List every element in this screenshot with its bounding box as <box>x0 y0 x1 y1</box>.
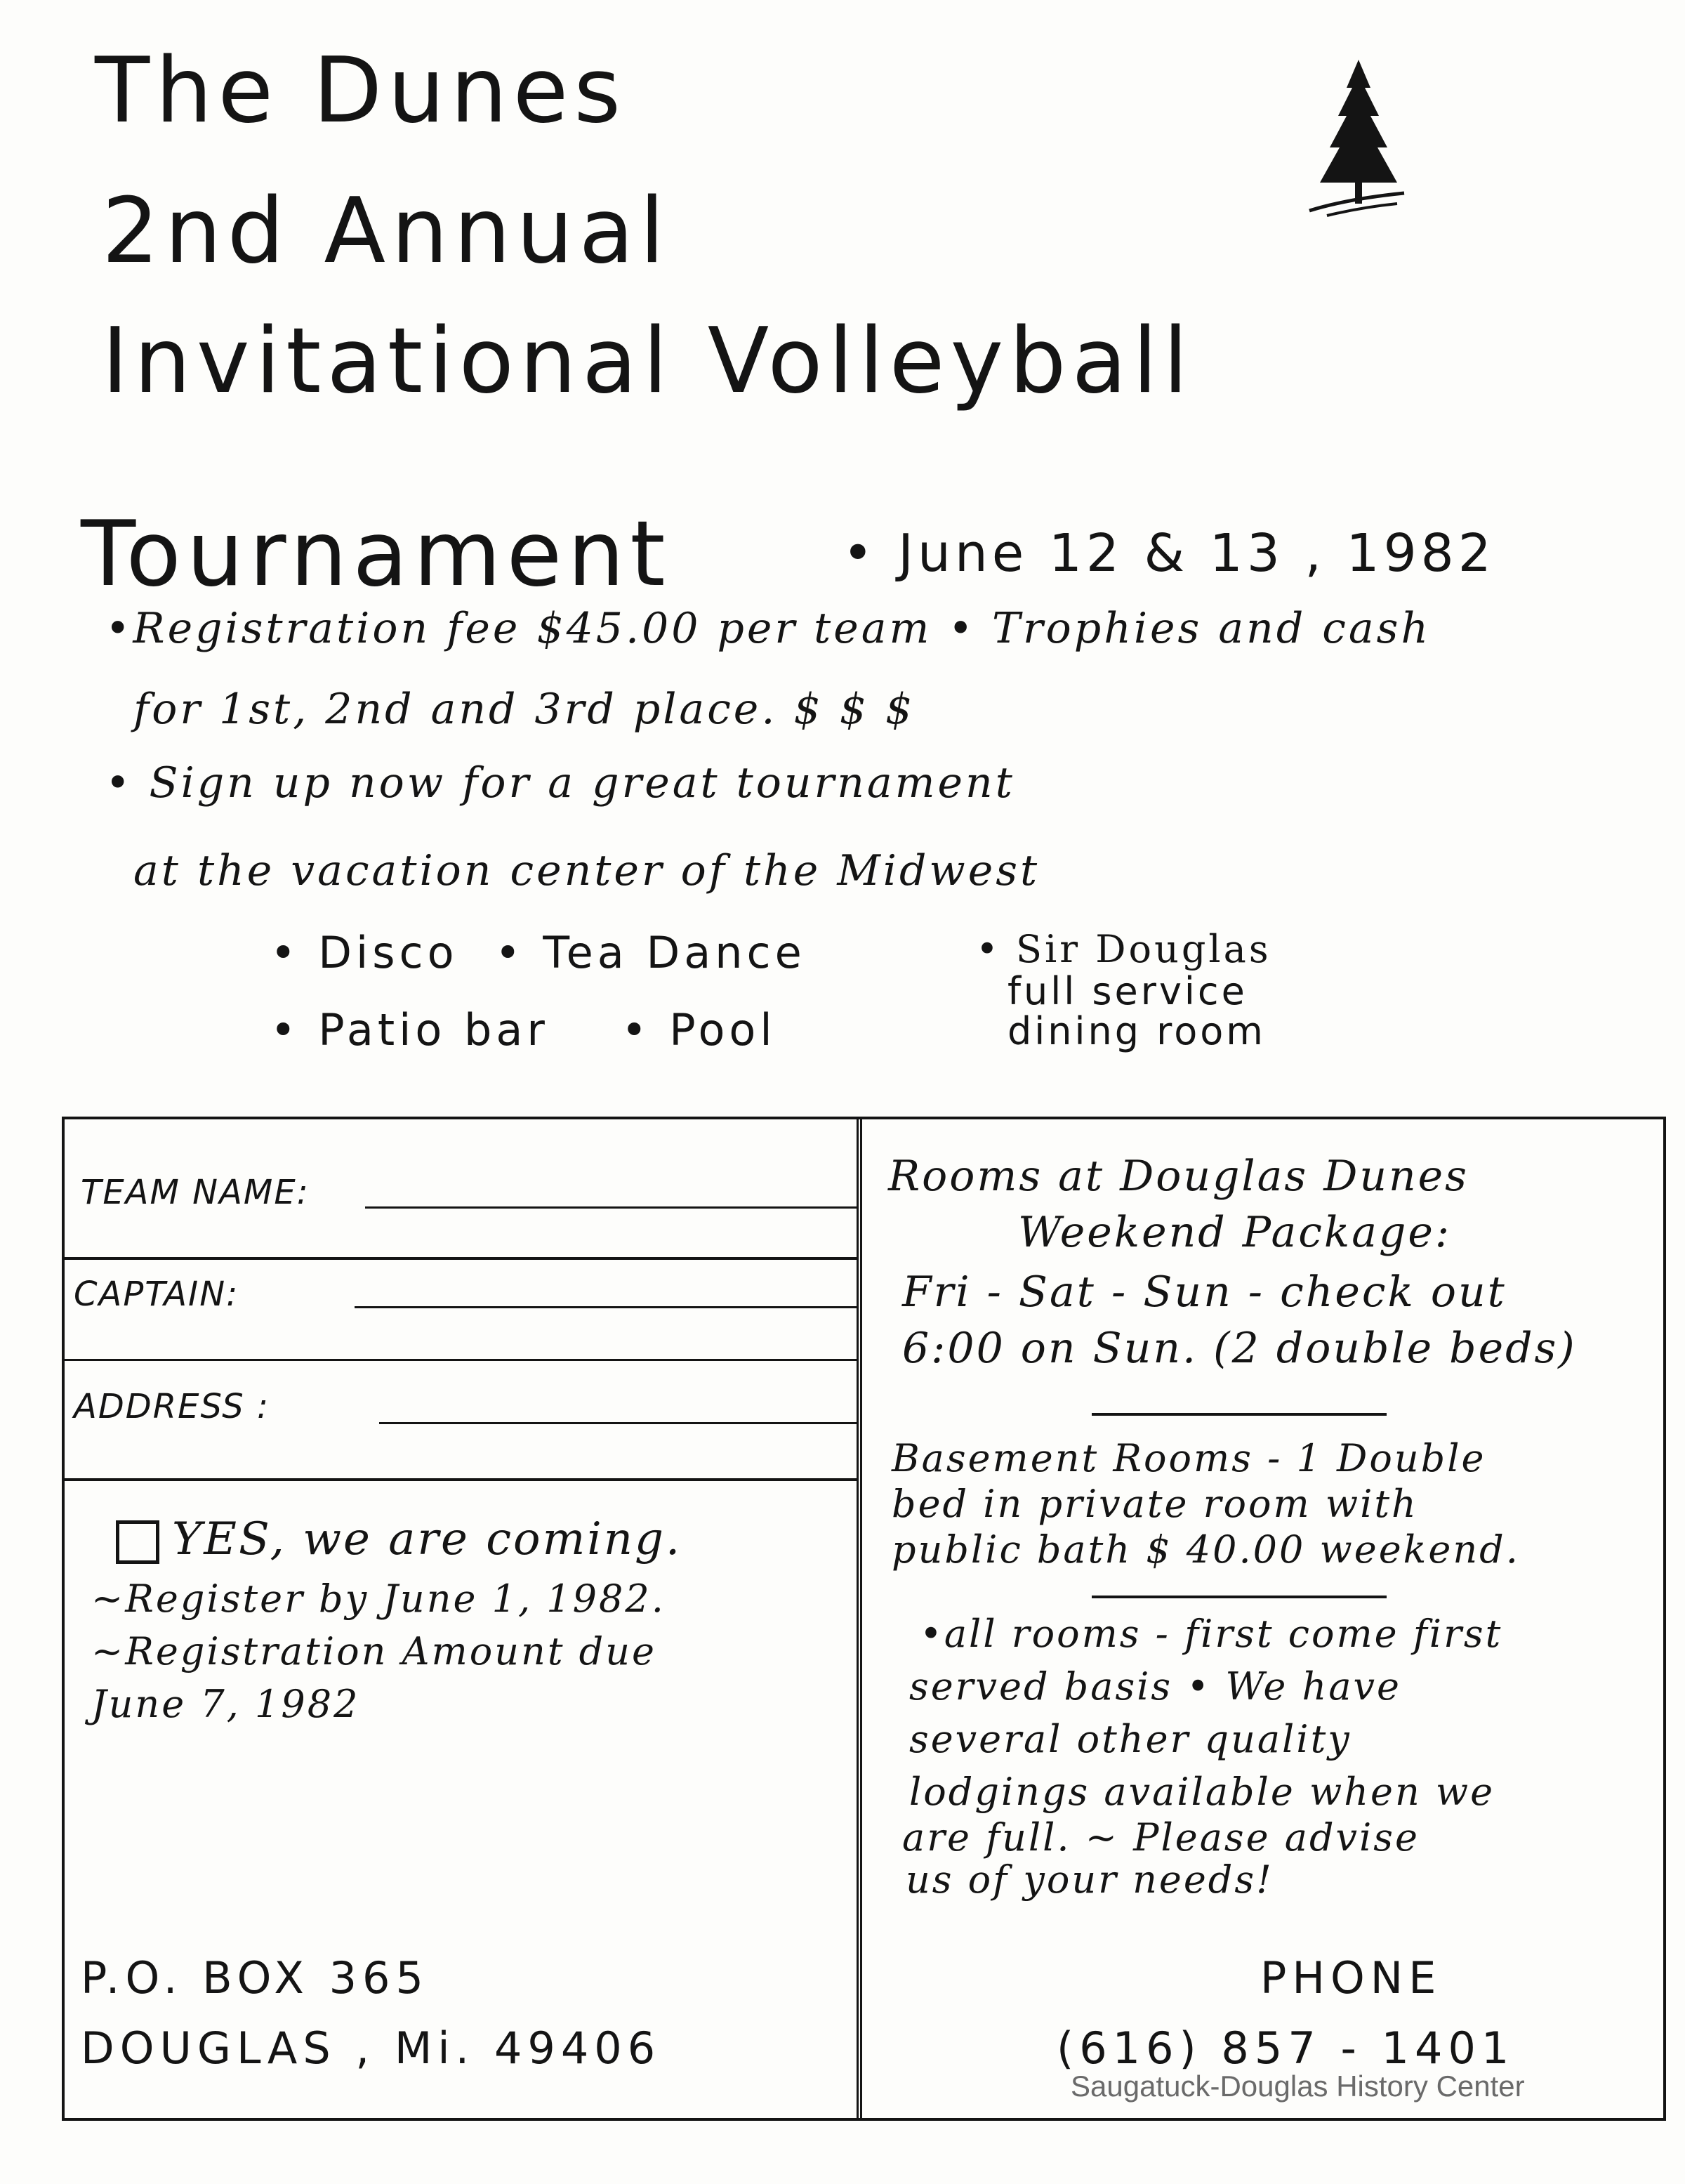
form-row-divider <box>62 1257 857 1260</box>
address-field[interactable] <box>379 1422 857 1424</box>
basement-line-3: public bath $ 40.00 weekend. <box>892 1527 1520 1572</box>
pine-tree-icon <box>1306 60 1411 221</box>
amenity-full-service: full service <box>1007 969 1248 1013</box>
address-label: ADDRESS : <box>74 1387 270 1426</box>
title-line-3: Invitational Volleyball <box>102 309 1194 414</box>
captain-field[interactable] <box>355 1306 857 1308</box>
rooms-separator <box>1092 1596 1387 1598</box>
city-address: DOUGLAS , Mi. 49406 <box>81 2022 661 2074</box>
rooms-note-3: several other quality <box>909 1717 1352 1761</box>
captain-label: CAPTAIN: <box>74 1275 239 1314</box>
amenity-sir-douglas: • Sir Douglas <box>976 927 1271 971</box>
event-date: • June 12 & 13 , 1982 <box>842 523 1495 584</box>
signup-line-1: • Sign up now for a great tournament <box>105 758 1015 808</box>
signup-line-2: at the vacation center of the Midwest <box>133 846 1040 895</box>
amenity-tea-dance: • Tea Dance <box>495 927 806 978</box>
rooms-note-5: are full. ~ Please advise <box>902 1815 1420 1860</box>
rooms-note-1: •all rooms - first come first <box>920 1612 1503 1656</box>
basement-line-2: bed in private room with <box>892 1482 1418 1526</box>
po-box: P.O. BOX 365 <box>81 1952 429 2004</box>
title-line-1: The Dunes <box>95 39 626 143</box>
captain-field-line-2[interactable] <box>62 1359 857 1361</box>
rooms-separator <box>1092 1413 1387 1416</box>
register-by-text: ~Register by June 1, 1982. <box>91 1577 666 1621</box>
form-divider <box>857 1117 862 2121</box>
fee-line-2: for 1st, 2nd and 3rd place. $ $ $ <box>133 685 916 734</box>
phone-number: (616) 857 - 1401 <box>1057 2022 1515 2074</box>
rooms-note-2: served basis • We have <box>909 1664 1401 1709</box>
amenity-pool: • Pool <box>621 1004 777 1055</box>
phone-label: PHONE <box>1260 1952 1442 2004</box>
fee-line-1: •Registration fee $45.00 per team • Trophies and cash <box>105 604 1432 653</box>
rooms-note-4: lodgings available when we <box>909 1770 1495 1814</box>
amount-due-date: June 7, 1982 <box>91 1682 360 1726</box>
amenity-patio-bar: • Patio bar <box>270 1004 549 1055</box>
form-row-divider <box>62 1478 857 1481</box>
package-details-2: 6:00 on Sun. (2 double beds) <box>902 1324 1577 1373</box>
rooms-heading: Rooms at Douglas Dunes <box>888 1152 1469 1201</box>
weekend-package-heading: Weekend Package: <box>1018 1208 1452 1257</box>
team-name-field[interactable] <box>365 1206 857 1209</box>
yes-checkbox[interactable] <box>116 1520 159 1564</box>
title-line-2: 2nd Annual <box>102 179 670 284</box>
basement-line-1: Basement Rooms - 1 Double <box>892 1436 1486 1480</box>
amenity-disco: • Disco <box>270 927 458 978</box>
yes-label: YES, we are coming. <box>172 1513 682 1565</box>
amount-due-text: ~Registration Amount due <box>91 1629 656 1673</box>
rooms-note-6: us of your needs! <box>906 1857 1274 1902</box>
package-details-1: Fri - Sat - Sun - check out <box>902 1268 1507 1317</box>
title-line-4: Tournament <box>81 502 671 607</box>
watermark: Saugatuck-Douglas History Center <box>1071 2070 1525 2103</box>
team-name-label: TEAM NAME: <box>81 1173 310 1212</box>
amenity-dining-room: dining room <box>1007 1009 1266 1053</box>
